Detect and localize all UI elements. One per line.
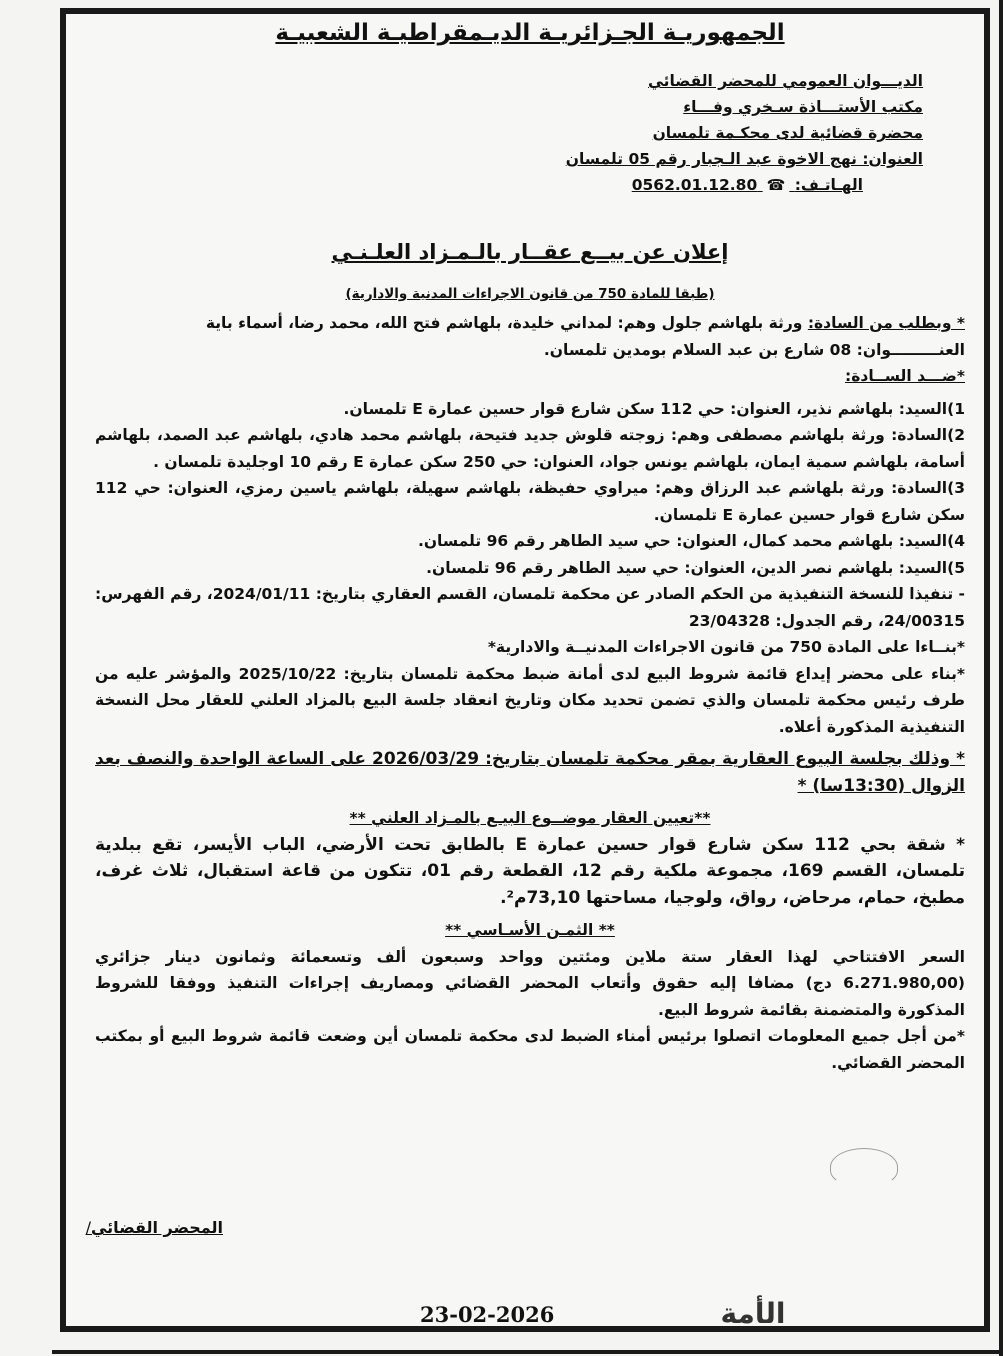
telephone-icon: ☎: [766, 176, 786, 194]
judgment-paragraph: - تنفيذا للنسخة التنفيذية من الحكم الصادر عن محكمة تلمسان، القسم العقاري بتاريخ: 2024/01/11، رقم الفهرس: 24/00315، رقم الجدول: 23/04328: [95, 585, 965, 630]
office-line: الديـــوان العمومي للمحضر القضائي: [647, 72, 923, 90]
signature-label: المحضر القضائي: [90, 1218, 223, 1237]
defendant-item: 2)السادة: ورثة بلهاشم مصطفى وهم: زوجته قلوش جديد فتيحة، بلهاشم محمد هادي، بلهاشم عبد الصمد، بلهاشم أسامة، بلهاشم سمية ايمان، بلهاشم يونس جواد، العنوان: حي 250 سكن عمارة E رقم 10 اوجليدة تلمسان .: [95, 426, 965, 471]
defendant-item: 4)السيد: بلهاشم محمد كمال، العنوان: حي سيد الطاهر رقم 96 تلمسان.: [417, 532, 965, 550]
requesters-text: ورثة بلهاشم جلول وهم: لمداني خليدة، بلهاشم فتح الله، محمد رضا، أسماء باية: [205, 314, 808, 332]
publication-date: 23-02-2026: [420, 1302, 555, 1327]
session-paragraph: * وذلك بجلسة البيوع العقارية بمقر محكمة تلمسان بتاريخ: 2026/03/29 على الساعة الواحدة والنصف بعد الزوال (13:30سا) *: [95, 749, 965, 796]
office-line: محضرة قضائية لدى محكـمة تلمسان: [652, 124, 923, 142]
newspaper-logo: الأمة: [720, 1296, 786, 1330]
requesters-paragraph: [95, 310, 965, 337]
defendants-label: *ضـــد الســادة:: [845, 367, 965, 385]
handwritten-mark: [830, 1148, 898, 1186]
signature-block: [86, 1218, 223, 1237]
property-description: * شقة بحي 112 سكن شارع قوار حسين عمارة E بالطابق تحت الأرضي، الباب الأيسر، تقع ببلدية تلمسان، القسم 169، مجموعة ملكية رقم 12، القطعة رقم 01، تتكون من قاعة استقبال، ثلاث غرف، مطبخ، حمام، مرحاض، رواق، ولوجيا، مساحتها 73,10م².: [95, 834, 965, 908]
deposit-basis: *بناء على محضر إيداع قائمة شروط البيع لدى أمانة ضبط محكمة تلمسان بتاريخ: 2025/10/22 والمؤشر عليه من طرف رئيس محكمة تلمسان والذي تضمن تحديد مكان وتاريخ انعقاد جلسة البيع بالمزاد العلني للعقار محل النسخة التنفيذية المذكورة أعلاه.: [95, 664, 965, 736]
defendant-item: 1)السيد: بلهاشم نذير، العنوان: حي 112 سكن شارع قوار حسين عمارة E تلمسان.: [343, 399, 965, 418]
property-heading: **تعيين العقار موضــوع البيـع بالمـزاد العلني **: [349, 809, 711, 827]
defendant-item: 5)السيد: بلهاشم نصر الدين، العنوان: حي سيد الطاهر رقم 96 تلمسان.: [426, 558, 965, 577]
requesters-label: * وبطلب من السادة:: [807, 314, 965, 332]
address-label: العنـــــــــوان:: [856, 340, 965, 359]
announcement-subtitle: (طبقا للمادة 750 من قانون الاجراءات المدنية والادارية): [345, 286, 715, 302]
office-line: مكتب الأستـــاذة سـخري وفـــاء: [683, 98, 923, 116]
phone-line: [503, 172, 923, 198]
office-header: [503, 68, 923, 198]
address-value: 08 شارع بن عبد السلام بومدين تلمسان.: [543, 340, 857, 359]
page-edge-line: [999, 0, 1003, 1356]
phone-label: الهـاتـف:: [794, 176, 863, 194]
price-paragraph: السعر الافتتاحي لهذا العقار ستة ملاين ومئتين وواحد وسبعون ألف وتسعمائة وثمانون دينار جزائري (6.271.980,00 دج) مضافا إليه حقوق وأتعاب المحضر القضائي ومصاريف إجراءات التنفيذ ووفقا للشروط المذكورة والمتضمنة بقائمة شروط البيع.: [95, 947, 965, 1019]
office-line: العنوان: نهج الاخوة عبد الـجبار رقم 05 تلمسان: [565, 150, 923, 168]
article-basis: *بنــاءا على المادة 750 من قانون الاجراءات المدنيــة والادارية*: [487, 638, 965, 656]
bottom-rule: [52, 1350, 1003, 1354]
contact-paragraph: *من أجل جميع المعلومات اتصلوا برئيس أمناء الضبط لدى محكمة تلمسان أين وضعت قائمة شروط البيع أو بمكتب المحضر القضائي.: [95, 1027, 965, 1072]
defendant-item: 3)السادة: ورثة بلهاشم عبد الرزاق وهم: ميراوي حفيظة، بلهاشم سهيلة، بلهاشم ياسين رمزي، العنوان: حي 112 سكن شارع قوار حسين عمارة E تلمسان.: [95, 479, 965, 524]
footer-line: [412, 1329, 712, 1332]
price-heading: ** الثمـن الأسـاسي **: [445, 921, 615, 939]
signature-slash: /: [85, 1218, 91, 1237]
requesters-address: [95, 337, 965, 364]
announcement-title: إعلان عن بيــع عقــار بالـمـزاد العلـنـي: [331, 240, 729, 264]
notice-body: [95, 310, 965, 1076]
republic-title: الجمهوريـة الجـزائريـة الديـمقراطيـة الشعبيـة: [275, 20, 785, 46]
phone-number: 0562.01.12.80: [631, 176, 758, 194]
